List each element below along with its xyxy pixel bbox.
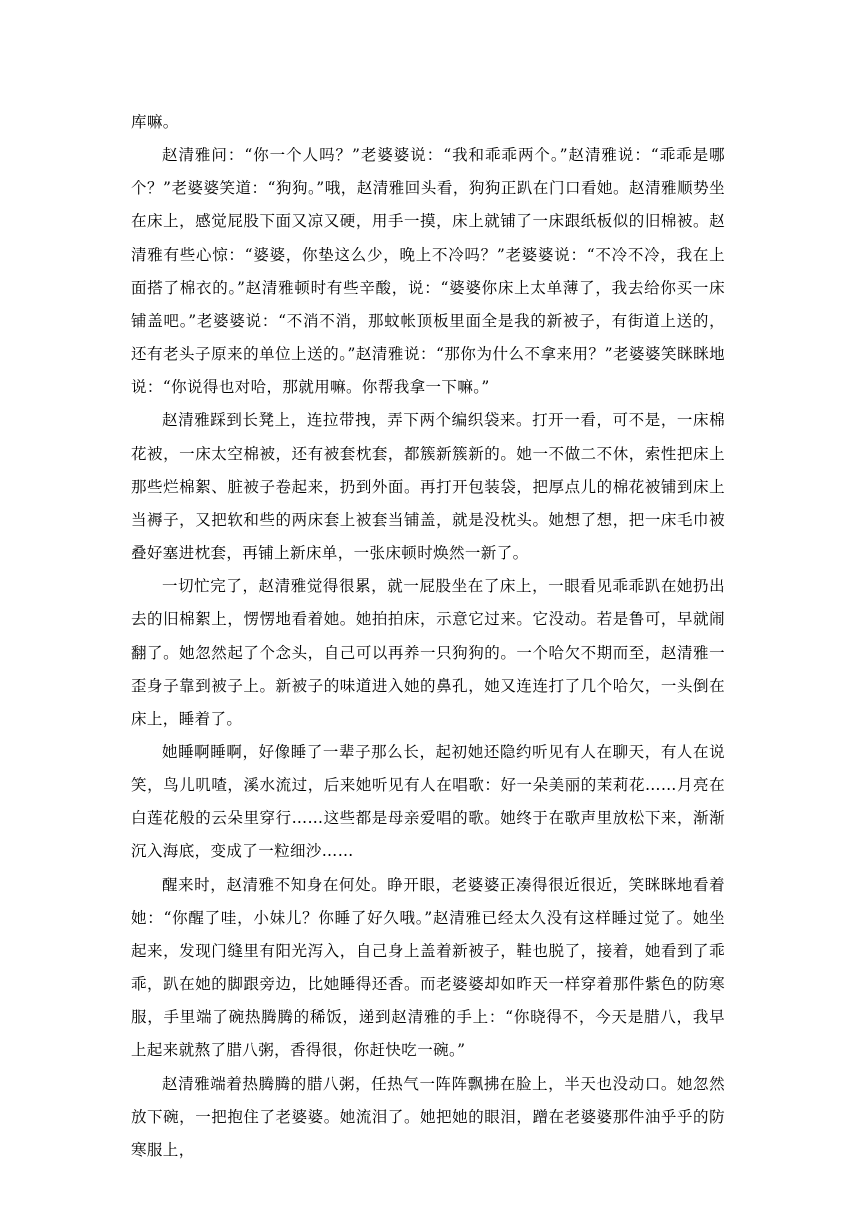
paragraph: 库嘛。 <box>131 113 179 131</box>
paragraph: 赵清雅踩到长凳上，连拉带拽，弄下两个编织袋来。打开一看，可不是，一床棉花被，一床太空棉被，还有被套枕套，都簇新簇新的。她一不做二不休，索性把床上那些烂棉絮、脏被子卷起来，扔到外面。再打开包装袋，把厚点儿的棉花被铺到床上当褥子，又把软和些的两床套上被套当铺盖，就是没枕头。她想了想，把一床毛巾被叠好塞进枕套，再铺上新床单，一张床顿时焕然一新了。 <box>131 411 725 563</box>
paragraph: 她睡啊睡啊，好像睡了一辈子那么长，起初她还隐约听见有人在聊天，有人在说笑，鸟儿叽喳，溪水流过，后来她听见有人在唱歌：好一朵美丽的茉莉花……月亮在白莲花般的云朵里穿行……这些都是母亲爱唱的歌。她终于在歌声里放松下来，渐渐沉入海底，变成了一粒细沙…… <box>131 742 725 861</box>
paragraph: 醒来时，赵清雅不知身在何处。睁开眼，老婆婆正凑得很近很近，笑眯眯地看着她：“你醒了哇，小妹儿？你睡了好久哦。”赵清雅已经太久没有这样睡过觉了。她坐起来，发现门缝里有阳光泻入，自己身上盖着新被子，鞋也脱了，接着，她看到了乖乖，趴在她的脚跟旁边，比她睡得还香。而老婆婆却如昨天一样穿着那件紫色的防寒服，手里端了碗热腾腾的稀饭，递到赵清雅的手上：“你晓得不，今天是腊八，我早上起来就熬了腊八粥，香得很，你赶快吃一碗。” <box>131 875 725 1060</box>
paragraph: 一切忙完了，赵清雅觉得很累，就一屁股坐在了床上，一眼看见乖乖趴在她扔出去的旧棉絮上，愣愣地看着她。她拍拍床，示意它过来。它没动。若是鲁可，早就闹翻了。她忽然起了个念头，自己可以再养一只狗狗的。一个哈欠不期而至，赵清雅一歪身子靠到被子上。新被子的味道进入她的鼻孔，她又连连打了几个哈欠，一头倒在床上，睡着了。 <box>131 577 725 728</box>
paragraph: 赵清雅端着热腾腾的腊八粥，任热气一阵阵飘拂在脸上，半天也没动口。她忽然放下碗，一把抱住了老婆婆。她流泪了。她把她的眼泪，蹭在老婆婆那件油乎乎的防寒服上， <box>131 1074 725 1159</box>
paragraph: 赵清雅问：“你一个人吗？”老婆婆说：“我和乖乖两个。”赵清雅说：“乖乖是哪个？”老婆婆笑道：“狗狗。”哦，赵清雅回头看，狗狗正趴在门口看她。赵清雅顺势坐在床上，感觉屁股下面又凉又硬，用手一摸，床上就铺了一床跟纸板似的旧棉被。赵清雅有些心惊：“婆婆，你垫这么少，晚上不冷吗？”老婆婆说：“不冷不冷，我在上面搭了棉衣的。”赵清雅顿时有些辛酸，说：“婆婆你床上太单薄了，我去给你买一床铺盖吧。”老婆婆说：“不消不消，那蚊帐顶板里面全是我的新被子，有街道上送的，还有老头子原来的单位上送的。”赵清雅说：“那你为什么不拿来用？”老婆婆笑眯眯地说：“你说得也对哈，那就用嘛。你帮我拿一下嘛。” <box>131 146 725 397</box>
story-text <box>131 106 725 1167</box>
